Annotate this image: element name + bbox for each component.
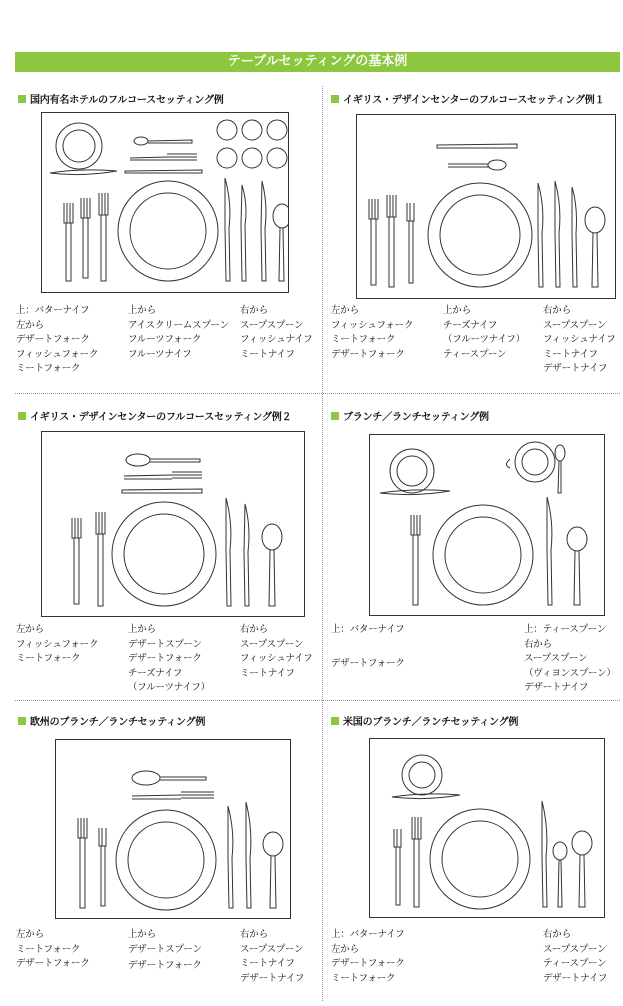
caption-line: チーズナイフ — [128, 667, 183, 679]
setting-diagram-us — [369, 738, 605, 918]
caption-line: ミートナイフ — [240, 667, 295, 679]
page-banner: テーブルセッティングの基本例 — [15, 52, 620, 72]
bullet-square-icon — [331, 95, 339, 103]
caption-line: ティースプーン — [543, 958, 607, 969]
caption-line: フィッシュナイフ — [543, 334, 616, 345]
caption-line: 右から — [543, 929, 571, 940]
caption-line: フィッシュナイフ — [240, 653, 313, 664]
text-column — [443, 304, 525, 362]
caption-line: ミートフォーク — [331, 334, 396, 345]
caption-line: デザートスプーン — [128, 638, 202, 650]
text-column — [16, 928, 90, 972]
row-divider-1 — [15, 393, 620, 394]
caption-line: 上から — [443, 305, 471, 316]
caption-line: ミートフォーク — [16, 363, 81, 374]
text-column — [128, 623, 210, 696]
text-column — [128, 928, 202, 974]
caption-line: フルーツナイフ — [128, 348, 192, 360]
caption-line: デザートナイフ — [543, 363, 608, 374]
bullet-square-icon — [18, 412, 26, 420]
caption-line: スープスプーン — [240, 638, 304, 650]
section-title: イギリス・デザインセンターのフルコースセッティング例１ — [331, 91, 604, 106]
section-title: イギリス・デザインセンターのフルコースセッティング例２ — [18, 408, 291, 423]
caption-line: デザートフォーク — [16, 958, 90, 969]
setting-diagram-hotel — [41, 112, 289, 293]
column-divider — [322, 86, 323, 1001]
caption-line: ミートフォーク — [16, 943, 81, 955]
text-column — [16, 623, 98, 667]
caption-line: スープスプーン — [524, 653, 588, 664]
caption-line: 上：バターナイフ — [331, 624, 405, 635]
caption-line: 上：バターナイフ — [331, 929, 405, 940]
caption-line: 左から — [331, 305, 359, 316]
caption-line: スープスプーン — [543, 943, 607, 955]
caption-line: 右から — [240, 305, 268, 316]
text-column — [331, 304, 413, 362]
caption-line: フィッシュフォーク — [16, 638, 99, 650]
caption-line: デザートナイフ — [240, 972, 305, 984]
caption-line: 上から — [128, 624, 156, 635]
text-column — [240, 304, 313, 362]
caption-line: ミートフォーク — [331, 972, 396, 984]
caption-line: 右から — [543, 305, 571, 316]
caption-line: 左から — [331, 943, 359, 955]
caption-line: 上：ティースプーン — [524, 624, 606, 635]
text-column — [524, 623, 616, 696]
caption-line: デザートフォーク — [331, 348, 405, 360]
caption-line: ティースプーン — [443, 348, 507, 360]
bullet-square-icon — [331, 412, 339, 420]
caption-line: デザートナイフ — [524, 682, 589, 693]
caption-line: 左から — [16, 624, 44, 635]
caption-line: デザートナイフ — [543, 972, 608, 984]
caption-line: （フルーツナイフ） — [443, 334, 525, 345]
caption-line: ミートフォーク — [16, 653, 81, 664]
caption-line: フィッシュナイフ — [240, 334, 313, 345]
caption-line: 左から — [16, 319, 44, 331]
caption-line: アイスクリームスプーン — [128, 319, 229, 331]
caption-line: 左から — [16, 929, 44, 940]
caption-line: ミートナイフ — [240, 958, 295, 969]
setting-diagram-uk-1 — [356, 114, 616, 299]
setting-diagram-uk-2 — [41, 431, 305, 617]
text-column — [240, 623, 313, 681]
setting-diagram-europe — [55, 739, 291, 919]
text-column — [331, 623, 405, 671]
caption-line: デザートスプーン — [128, 943, 202, 955]
caption-line: デザートフォーク — [331, 657, 405, 669]
bullet-square-icon — [18, 717, 26, 725]
caption-line: ミートナイフ — [240, 348, 295, 360]
caption-line: デザートフォーク — [128, 653, 202, 664]
caption-line — [331, 638, 405, 653]
caption-line: デザートフォーク — [128, 960, 202, 971]
text-column — [331, 928, 405, 986]
caption-line: 上から — [128, 929, 156, 940]
caption-line: 右から — [240, 929, 268, 940]
caption-line: スープスプーン — [240, 319, 304, 331]
caption-line: フィッシュフォーク — [16, 348, 99, 360]
caption-line: デザートフォーク — [331, 958, 405, 969]
caption-line: （ヴィヨンスプーン） — [524, 667, 616, 679]
section-title: 欧州のブランチ／ランチセッティング例 — [18, 713, 205, 728]
caption-line: 上から — [128, 305, 156, 316]
text-column — [16, 304, 98, 377]
caption-line: デザートフォーク — [16, 334, 90, 345]
section-title: ブランチ／ランチセッティング例 — [331, 408, 489, 423]
caption-line: （フルーツナイフ） — [128, 682, 210, 693]
caption-line: ミートナイフ — [543, 348, 598, 360]
caption-line: チーズナイフ — [443, 319, 498, 331]
caption-line: 右から — [240, 624, 268, 635]
text-column — [128, 304, 229, 362]
setting-diagram-brunch — [369, 434, 605, 616]
section-title: 国内有名ホテルのフルコースセッティング例 — [18, 91, 224, 106]
text-column — [543, 304, 616, 377]
caption-line: フィッシュフォーク — [331, 319, 414, 331]
bullet-square-icon — [331, 717, 339, 725]
caption-line: 上：バターナイフ — [16, 305, 90, 316]
text-column — [240, 928, 304, 986]
caption-line: 右から — [524, 638, 552, 650]
text-column — [543, 928, 607, 986]
caption-line: スープスプーン — [543, 319, 607, 331]
section-title: 米国のブランチ／ランチセッティング例 — [331, 713, 518, 728]
bullet-square-icon — [18, 95, 26, 103]
caption-line: フルーツフォーク — [128, 334, 202, 345]
row-divider-2 — [15, 700, 620, 701]
caption-line: スープスプーン — [240, 943, 304, 955]
